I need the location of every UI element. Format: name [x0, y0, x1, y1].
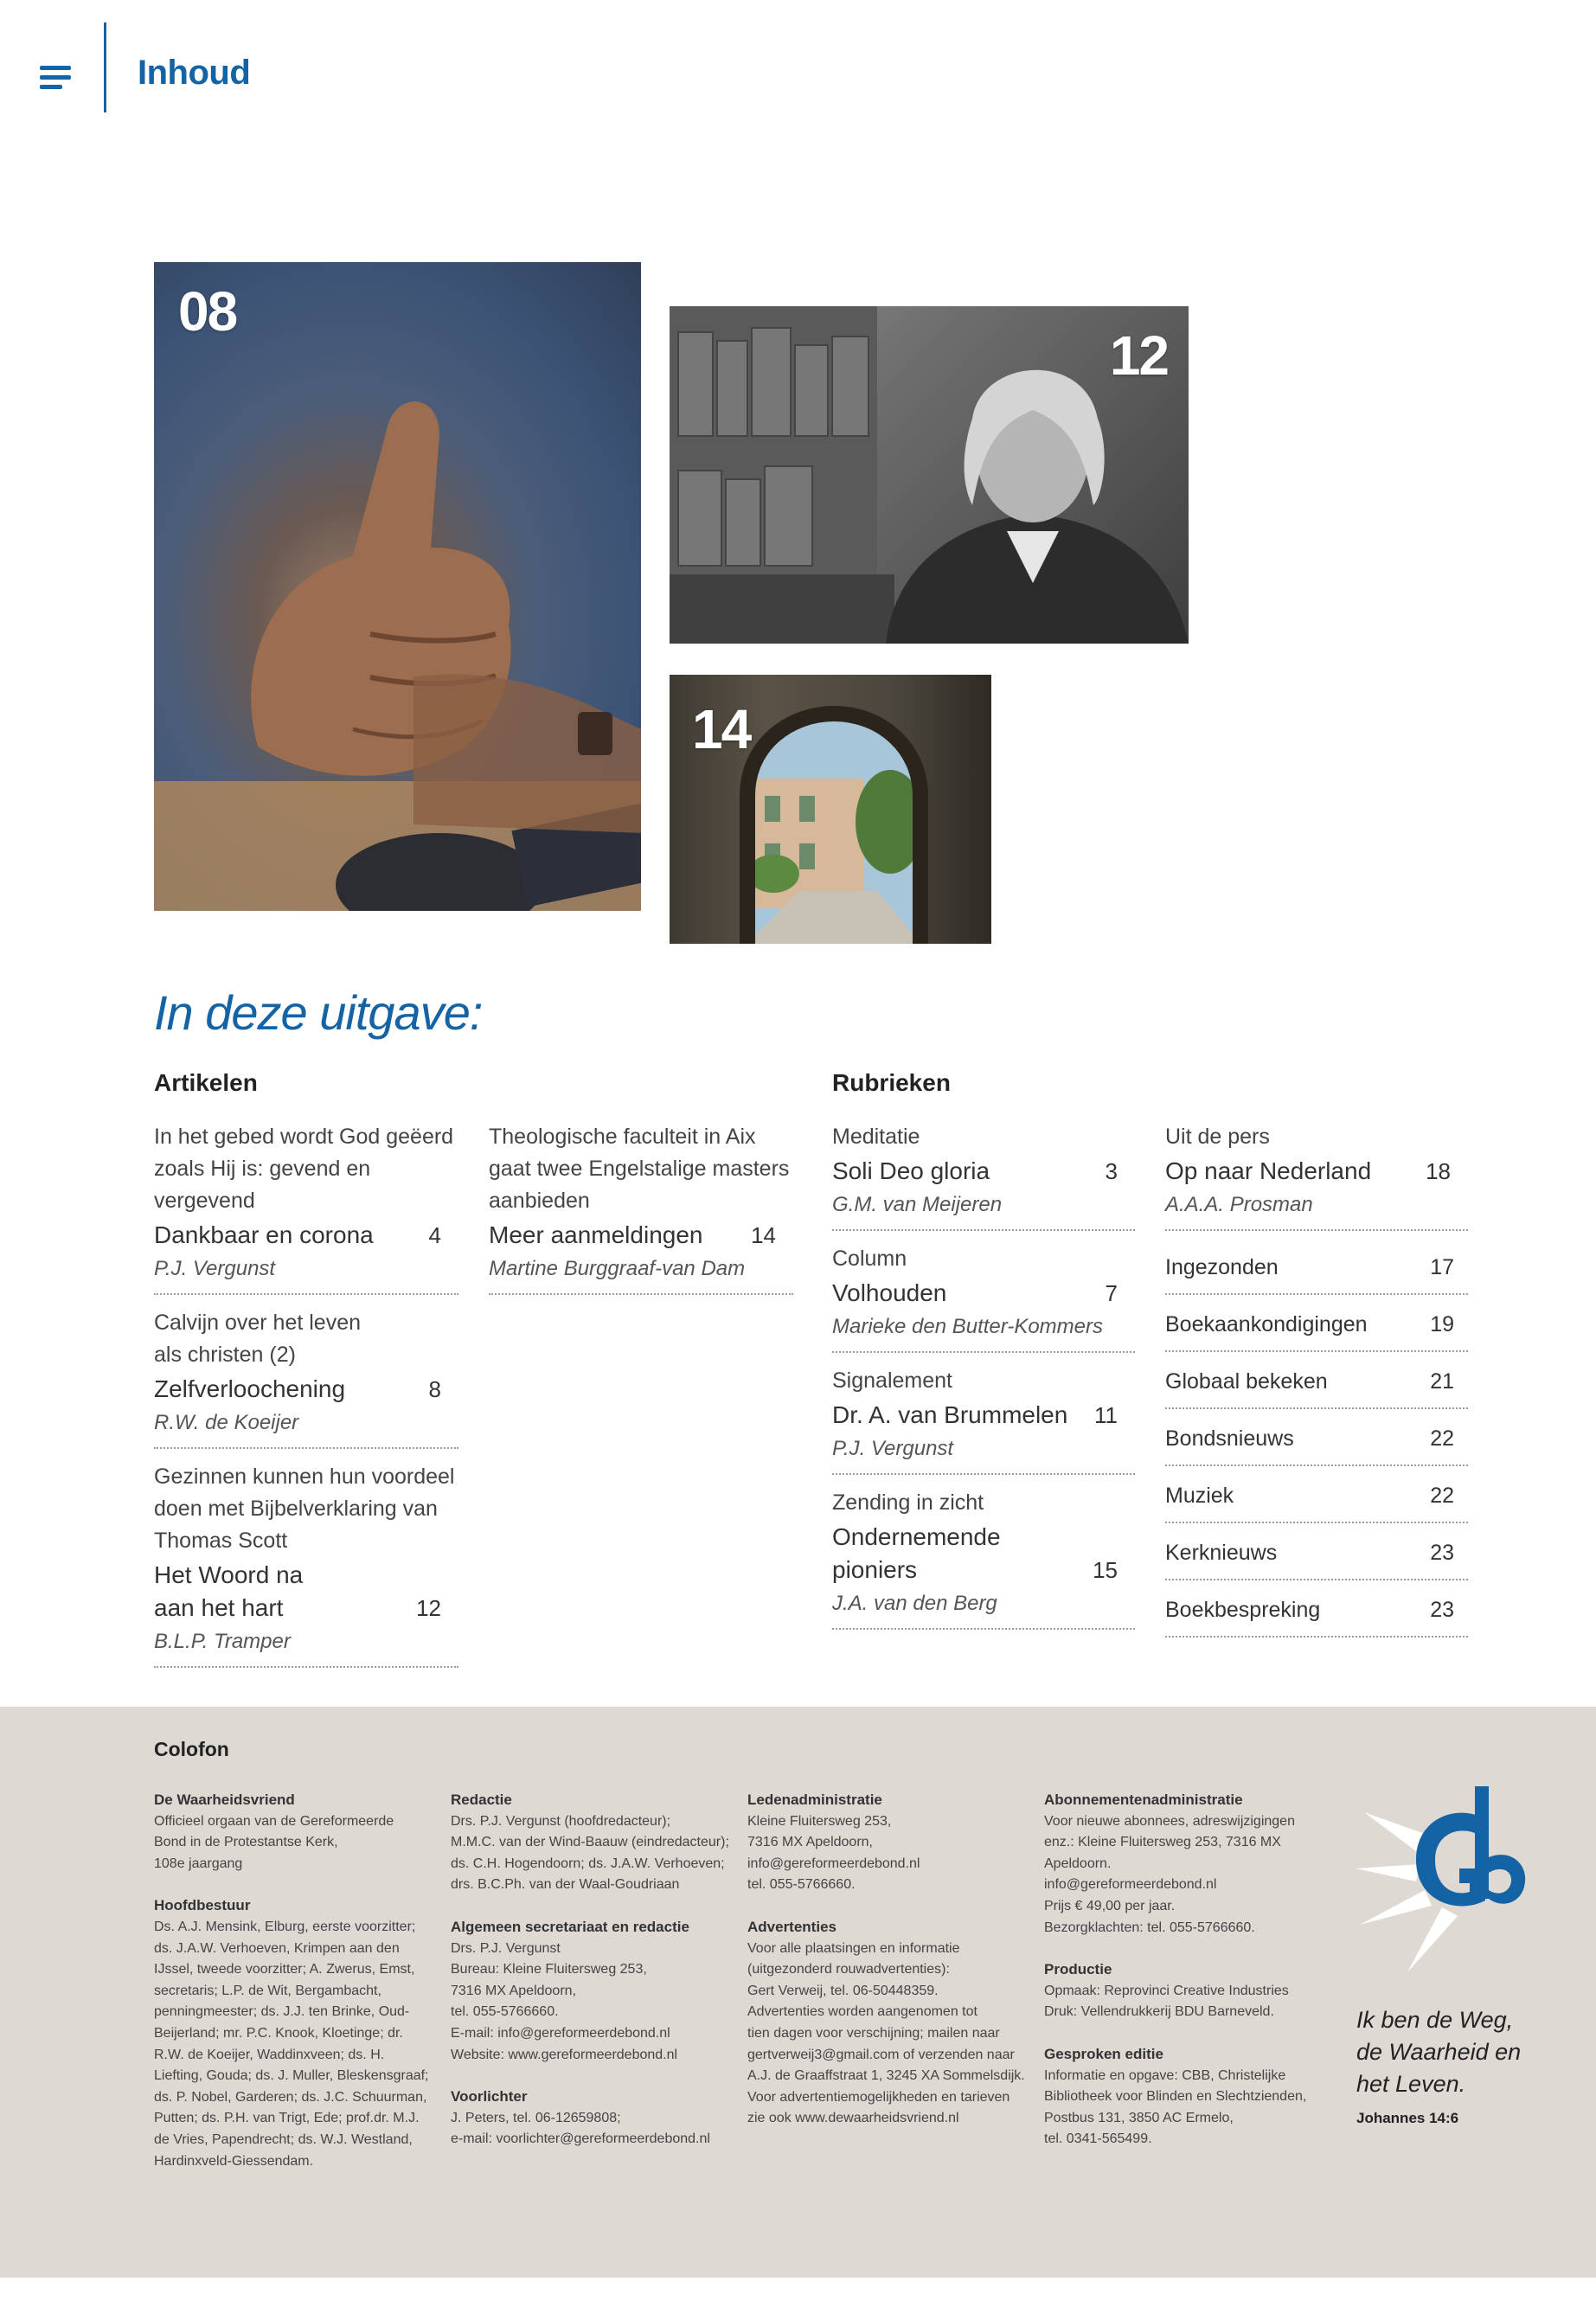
artikelen-heading: Artikelen [154, 1069, 258, 1096]
entry-title-line: aan het hart [154, 1594, 284, 1621]
header-divider [104, 22, 106, 112]
list-item-page: 19 [1430, 1312, 1454, 1336]
toc-entry[interactable] [832, 1121, 1135, 1231]
toc-entry[interactable] [489, 1121, 793, 1295]
list-item-page: 17 [1430, 1255, 1454, 1279]
colofon-text: Liefting, Gouda; ds. J. Muller, Bleskensgraaf; [154, 2068, 429, 2084]
colofon-text: Website: www.gereformeerdebond.nl [451, 2047, 678, 2062]
colofon-spacer [451, 2066, 736, 2086]
colofon-text: Officieel orgaan van de Gereformeerde [154, 1813, 394, 1829]
colofon-spacer [154, 1875, 431, 1895]
entry-author: Marieke den Butter-Kommers [832, 1315, 1104, 1338]
colofon-title: Colofon [154, 1738, 229, 1760]
colofon-spacer [1044, 2023, 1330, 2044]
colofon-text: Drs. P.J. Vergunst (hoofdredacteur); [451, 1813, 671, 1829]
colofon-text: M.M.C. van der Wind-Baauw (eindredacteur); [451, 1835, 729, 1850]
entry-author: G.M. van Meijeren [832, 1193, 1003, 1216]
entry-kicker: Gezinnen kunnen hun voordeel [154, 1465, 455, 1489]
list-item-label: Globaal bekeken [1165, 1369, 1328, 1394]
colofon-text: Gert Verweij, tel. 06-50448359. [747, 1983, 939, 1998]
artikelen-column-1 [154, 1121, 458, 1680]
colofon-heading: Voorlichter [451, 2088, 528, 2106]
entry-title [154, 1559, 303, 1625]
photo-archway[interactable] [670, 675, 991, 944]
colofon-text: Postbus 131, 3850 AC Ermelo, [1044, 2110, 1234, 2125]
colofon-text: Bezorgklachten: tel. 055-5766660. [1044, 1920, 1255, 1935]
colofon-text: IJssel, tweede voorzitter; A. Zwerus, Emst, [154, 1962, 415, 1977]
entry-author: Martine Burggraaf-van Dam [489, 1257, 746, 1280]
list-item-label: Boekaankondigingen [1165, 1312, 1368, 1336]
colofon-heading: Productie [1044, 1961, 1112, 1978]
entry-author: P.J. Vergunst [832, 1437, 954, 1460]
colofon-text: Voor advertentiemogelijkheden en tarieven [747, 2089, 1010, 2105]
colofon-column [1044, 1790, 1330, 2150]
colofon-text: gertverweij3@gmail.com of verzenden naar [747, 2047, 1015, 2062]
quote-line: de Waarheid en [1356, 2039, 1522, 2065]
entry-title-line: Dr. A. van Brummelen [832, 1401, 1068, 1428]
toc-entry[interactable] [832, 1487, 1135, 1630]
colofon-text: Drs. P.J. Vergunst [451, 1940, 561, 1956]
entry-kicker: Thomas Scott [154, 1529, 288, 1553]
entry-author: B.L.P. Tramper [154, 1630, 291, 1653]
menu-icon[interactable] [40, 66, 71, 90]
list-item-page: 22 [1430, 1426, 1454, 1451]
toc-list-item[interactable] [1165, 1357, 1468, 1409]
entry-kicker: Theologische faculteit in Aix [489, 1125, 756, 1149]
page-title: Inhoud [138, 54, 251, 92]
colofon-text: e-mail: voorlichter@gereformeerdebond.nl [451, 2131, 710, 2147]
entry-kicker: doen met Bijbelverklaring van [154, 1497, 438, 1521]
entry-title-line: Meer aanmeldingen [489, 1221, 703, 1248]
list-item-label: Ingezonden [1165, 1255, 1279, 1279]
entry-kicker: Signalement [832, 1368, 952, 1393]
colofon-text: enz.: Kleine Fluitersweg 253, 7316 MX [1044, 1835, 1281, 1850]
list-item-label: Bondsnieuws [1165, 1426, 1294, 1451]
entry-kicker: Zending in zicht [832, 1490, 984, 1515]
photo-number-14: 14 [692, 698, 751, 760]
colofon-heading: De Waarheidsvriend [154, 1791, 295, 1808]
colofon-text: 7316 MX Apeldoorn, [451, 1983, 576, 1998]
thumbs-up-illustration [154, 262, 641, 911]
toc-entry[interactable] [832, 1243, 1135, 1353]
colofon-text: zie ook www.dewaarheidsvriend.nl [747, 2111, 959, 2126]
list-item-page: 23 [1430, 1541, 1454, 1565]
toc-list-item[interactable] [1165, 1529, 1468, 1580]
entry-title-line: Volhouden [832, 1279, 947, 1306]
entry-page-number: 8 [428, 1376, 441, 1402]
colofon-text: Putten; ds. P.H. van Trigt, Ede; prof.dr. M.J. [154, 2111, 420, 2126]
toc-entry[interactable] [1165, 1121, 1468, 1231]
entry-title [1165, 1155, 1371, 1188]
colofon-heading: Redactie [451, 1791, 512, 1808]
entry-title [832, 1155, 990, 1188]
entry-title-row [832, 1155, 1135, 1188]
colofon-spacer [747, 1896, 1033, 1917]
entry-kicker: gaat twee Engelstalige masters [489, 1157, 790, 1181]
rubrieken-column-2 [1165, 1121, 1468, 1643]
toc-entry[interactable] [154, 1121, 458, 1295]
colofon-text: Beijerland; mr. P.C. Knook, Kloetinge; dr. [154, 2025, 403, 2041]
photo-number-08: 08 [178, 280, 237, 343]
colofon-heading: Advertenties [747, 1918, 836, 1935]
colofon-heading: Algemeen secretariaat en redactie [451, 1918, 689, 1935]
entry-author: R.W. de Koeijer [154, 1411, 299, 1434]
entry-title-row [489, 1219, 793, 1252]
entry-title-line: Zelfverloochening [154, 1375, 346, 1402]
colofon-text: 108e jaargang [154, 1856, 243, 1871]
colofon-text: tien dagen voor verschijning; mailen naar [747, 2025, 1000, 2041]
colofon-text: ds. C.H. Hogendoorn; ds. J.A.W. Verhoeven; [451, 1856, 725, 1871]
photo-portrait-engraving[interactable] [670, 306, 1189, 644]
colofon-text: tel. 055-5766660. [451, 2004, 559, 2020]
colofon-column [451, 1790, 736, 2150]
colofon-heading: Gesproken editie [1044, 2045, 1163, 2062]
entry-author: A.A.A. Prosman [1165, 1193, 1313, 1216]
entry-title [832, 1521, 1068, 1586]
entry-page-number: 11 [1094, 1402, 1118, 1428]
list-item-label: Muziek [1165, 1484, 1234, 1508]
colofon-text: E-mail: info@gereformeerdebond.nl [451, 2025, 670, 2041]
colofon-text: Advertenties worden aangenomen tot [747, 2004, 977, 2020]
list-item-page: 22 [1430, 1484, 1454, 1508]
entry-kicker: Calvijn over het leven [154, 1311, 362, 1335]
entry-title [489, 1219, 703, 1252]
colofon-text: R.W. de Koeijer, Waddinxveen; ds. H. [154, 2047, 385, 2062]
colofon-text: secretaris; L.P. de Wit, Bergambacht, [154, 1983, 381, 1998]
entry-page-number: 4 [428, 1222, 441, 1248]
entry-page-number: 18 [1426, 1158, 1451, 1184]
colofon-text: Apeldoorn. [1044, 1856, 1112, 1871]
colofon-text: drs. B.C.Ph. van der Waal-Goudriaan [451, 1877, 680, 1893]
colofon-text: A.J. de Graaffstraat 1, 3245 XA Sommelsdijk. [747, 2068, 1025, 2084]
toc-list-item[interactable] [1165, 1300, 1468, 1352]
colofon-text: Bibliotheek voor Blinden en Slechtzienden, [1044, 2089, 1307, 2105]
rubrieken-heading: Rubrieken [832, 1069, 951, 1096]
colofon-section [0, 1707, 1596, 2278]
entry-title-row [154, 1373, 458, 1406]
colofon-text: Prijs € 49,00 per jaar. [1044, 1898, 1176, 1913]
entry-title-row [154, 1559, 458, 1625]
entry-page-number: 7 [1105, 1280, 1118, 1306]
entry-page-number: 12 [416, 1595, 441, 1621]
entry-title-line: Dankbaar en corona [154, 1221, 374, 1248]
colofon-text: Hardinxveld-Giessendam. [154, 2153, 314, 2169]
entry-title [154, 1219, 374, 1252]
colofon-heading: Ledenadministratie [747, 1791, 882, 1808]
toc-entry[interactable] [154, 1307, 458, 1449]
entry-kicker: Column [832, 1247, 907, 1271]
entry-kicker: Uit de pers [1165, 1125, 1270, 1149]
entry-page-number: 14 [751, 1222, 776, 1248]
entry-kicker: als christen (2) [154, 1343, 296, 1367]
entry-page-number: 15 [1093, 1557, 1118, 1583]
colofon-text: tel. 0341-565499. [1044, 2131, 1152, 2147]
colofon-text: ds. P. Nobel, Garderen; ds. J.C. Schuurman, [154, 2089, 427, 2105]
entry-title [154, 1373, 345, 1406]
entry-title-row [154, 1219, 458, 1252]
entry-title-line: Het Woord na [154, 1561, 304, 1588]
entry-title-line: Ondernemende pioniers [832, 1523, 1001, 1583]
list-item-page: 23 [1430, 1598, 1454, 1622]
entry-title-row [832, 1277, 1135, 1310]
colofon-text: Bond in de Protestantse Kerk, [154, 1835, 338, 1850]
entry-page-number: 3 [1105, 1158, 1118, 1184]
colofon-column [154, 1790, 431, 2172]
toc-entry[interactable] [832, 1365, 1135, 1475]
entry-kicker: aanbieden [489, 1189, 590, 1213]
colofon-text: Druk: Vellendrukkerij BDU Barneveld. [1044, 2004, 1274, 2020]
colofon-text: Ds. A.J. Mensink, Elburg, eerste voorzitter; [154, 1919, 416, 1934]
colofon-text: 7316 MX Apeldoorn, [747, 1835, 873, 1850]
rubrieken-column-1 [832, 1121, 1135, 1642]
toc-entry[interactable] [154, 1461, 458, 1668]
list-item-page: 21 [1430, 1369, 1454, 1394]
entry-title [832, 1399, 1067, 1432]
colofon-spacer [1044, 1939, 1330, 1959]
bible-quote [1356, 2004, 1521, 2100]
colofon-text: de Vries, Papendrecht; ds. W.J. Westland, [154, 2131, 413, 2147]
colofon-text: Voor nieuwe abonnees, adreswijzigingen [1044, 1813, 1295, 1829]
entry-author: J.A. van den Berg [832, 1592, 997, 1615]
colofon-heading: Hoofdbestuur [154, 1897, 251, 1914]
entry-author: P.J. Vergunst [154, 1257, 276, 1280]
colofon-column [747, 1790, 1033, 2130]
entry-title-row [1165, 1155, 1468, 1188]
entry-title-line: Soli Deo gloria [832, 1157, 990, 1184]
colofon-text: tel. 055-5766660. [747, 1877, 856, 1893]
section-heading: In deze uitgave: [154, 985, 483, 1040]
toc-list-item[interactable] [1165, 1471, 1468, 1523]
photo-thumbs-up[interactable] [154, 262, 641, 911]
colofon-heading: Abonnementenadministratie [1044, 1791, 1243, 1808]
colofon-text: info@gereformeerdebond.nl [747, 1856, 920, 1871]
colofon-text: Voor alle plaatsingen en informatie [747, 1940, 960, 1956]
colofon-text: info@gereformeerdebond.nl [1044, 1877, 1217, 1893]
colofon-text: Informatie en opgave: CBB, Christelijke [1044, 2067, 1286, 2083]
colofon-text: Bureau: Kleine Fluitersweg 253, [451, 1962, 647, 1977]
entry-kicker: zoals Hij is: gevend en vergevend [154, 1157, 371, 1213]
list-item-label: Kerknieuws [1165, 1541, 1278, 1565]
toc-list-item[interactable] [1165, 1243, 1468, 1295]
quote-reference: Johannes 14:6 [1356, 2110, 1459, 2126]
colofon-text: J. Peters, tel. 06-12659808; [451, 2110, 621, 2125]
gereformeerde-bond-logo-icon [1356, 1786, 1529, 1977]
list-item-label: Boekbespreking [1165, 1598, 1321, 1622]
entry-title-row [832, 1399, 1135, 1432]
colofon-spacer [451, 1896, 736, 1917]
quote-line: het Leven. [1356, 2071, 1466, 2097]
toc-list-item[interactable] [1165, 1586, 1468, 1638]
artikelen-column-2 [489, 1121, 793, 1307]
entry-title-row [832, 1521, 1135, 1586]
colofon-text: (uitgezonderd rouwadvertenties): [747, 1962, 950, 1977]
entry-kicker: Meditatie [832, 1125, 920, 1149]
entry-title-line: Op naar Nederland [1165, 1157, 1372, 1184]
entry-kicker: In het gebed wordt God geëerd [154, 1125, 454, 1149]
colofon-text: Kleine Fluitersweg 253, [747, 1813, 892, 1829]
colofon-text: ds. J.A.W. Verhoeven, Krimpen aan den [154, 1940, 400, 1956]
colofon-text: penningmeester; ds. J.J. ten Brinke, Oud- [154, 2004, 410, 2020]
photo-number-12: 12 [1109, 324, 1168, 387]
entry-title [832, 1277, 946, 1310]
quote-line: Ik ben de Weg, [1356, 2007, 1514, 2033]
colofon-text: Opmaak: Reprovinci Creative Industries [1044, 1983, 1289, 1998]
toc-list-item[interactable] [1165, 1414, 1468, 1466]
